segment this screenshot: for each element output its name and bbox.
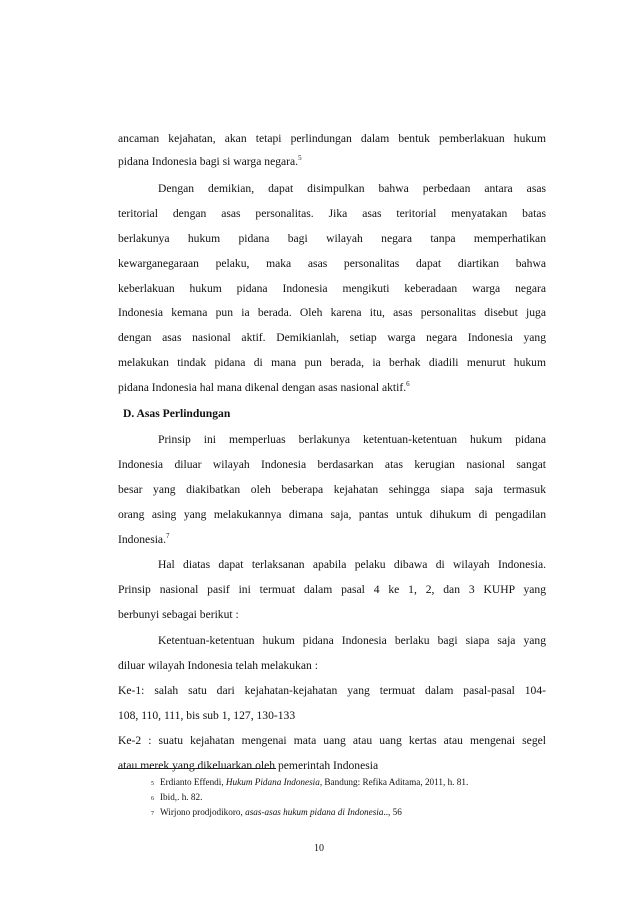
footnote-ref[interactable]: 5 — [298, 154, 302, 162]
section-heading: D. Asas Perlindungan — [123, 407, 231, 420]
body-line: berbunyi sebagai berikut : — [118, 608, 239, 621]
body-line: Prinsip nasional pasif ini termuat dalam pasal 4 ke 1, 2, dan 3 KUHP yang — [118, 583, 546, 596]
body-line: Indonesia diluar wilayah Indonesia berdasarkan atas kerugian nasional sangat — [118, 458, 546, 471]
footnote-ref[interactable]: 6 — [406, 380, 410, 388]
body-line: berlakunya hukum pidana bagi wilayah negara tanpa memperhatikan — [118, 232, 546, 245]
body-line: Indonesia.$^7$ — [118, 532, 170, 546]
body-line: Prinsip ini memperluas berlakunya ketentuan-ketentuan hukum pidana — [158, 433, 546, 446]
body-line: diluar wilayah Indonesia telah melakukan : — [118, 659, 318, 672]
body-line: Indonesia kemana pun ia berada. Oleh karena itu, asas personalitas disebut juga — [118, 306, 546, 319]
body-line: Ke-2 : suatu kejahatan mengenai mata uang atau uang kertas atau mengenai segel — [118, 734, 546, 747]
body-line: ancaman kejahatan, akan tetapi perlindungan dalam bentuk pemberlakuan hukum — [118, 132, 546, 145]
body-line: besar yang diakibatkan oleh beberapa kejahatan sehingga siapa saja termasuk — [118, 483, 546, 496]
body-line: Hal diatas dapat terlaksanan apabila pelaku dibawa di wilayah Indonesia. — [158, 558, 546, 571]
body-line: orang asing yang melakukannya dimana saja, pantas untuk dihukum di pengadilan — [118, 508, 546, 521]
body-line: pidana Indonesia hal mana dikenal dengan asas nasional aktif.$^6$ — [118, 380, 410, 394]
body-line: Dengan demikian, dapat disimpulkan bahwa perbedaan antara asas — [158, 182, 546, 195]
body-line: Ke-1: salah satu dari kejahatan-kejahatan yang termuat dalam pasal-pasal 104- — [118, 684, 546, 697]
page-number: 10 — [314, 843, 324, 854]
footnote-separator — [118, 768, 276, 769]
body-line: atau merek yang dikeluarkan oleh pemerintah Indonesia — [118, 759, 379, 772]
body-line: 108, 110, 111, bis sub 1, 127, 130-133 — [118, 709, 296, 722]
body-line: kewarganegaraan pelaku, maka asas personalitas dapat diartikan bahwa — [118, 257, 546, 270]
body-line: melakukan tindak pidana di mana pun berada, ia berhak diadili menurut hukum — [118, 356, 546, 369]
body-line: Ketentuan-ketentuan hukum pidana Indonesia berlaku bagi siapa saja yang — [158, 634, 546, 647]
body-line: teritorial dengan asas personalitas. Jika asas teritorial menyatakan batas — [118, 207, 546, 220]
footnote: 6 Ibid,. h. 82. — [151, 792, 203, 802]
body-line: pidana Indonesia bagi si warga negara.$^5$ — [118, 154, 302, 168]
footnote-ref[interactable]: 7 — [165, 532, 170, 540]
footnote: 7 Wirjono prodjodikoro, asas-asas hukum pidana di Indonesia.., 56 — [151, 807, 402, 817]
footnote: 5 Erdianto Effendi, Hukum Pidana Indonesia, Bandung: Refika Aditama, 2011, h. 81. — [151, 777, 469, 787]
body-line: dengan asas nasional aktif. Demikianlah, setiap warga negara Indonesia yang — [118, 331, 546, 344]
body-line: keberlakuan hukum pidana Indonesia mengikuti keberadaan warga negara — [118, 282, 546, 295]
